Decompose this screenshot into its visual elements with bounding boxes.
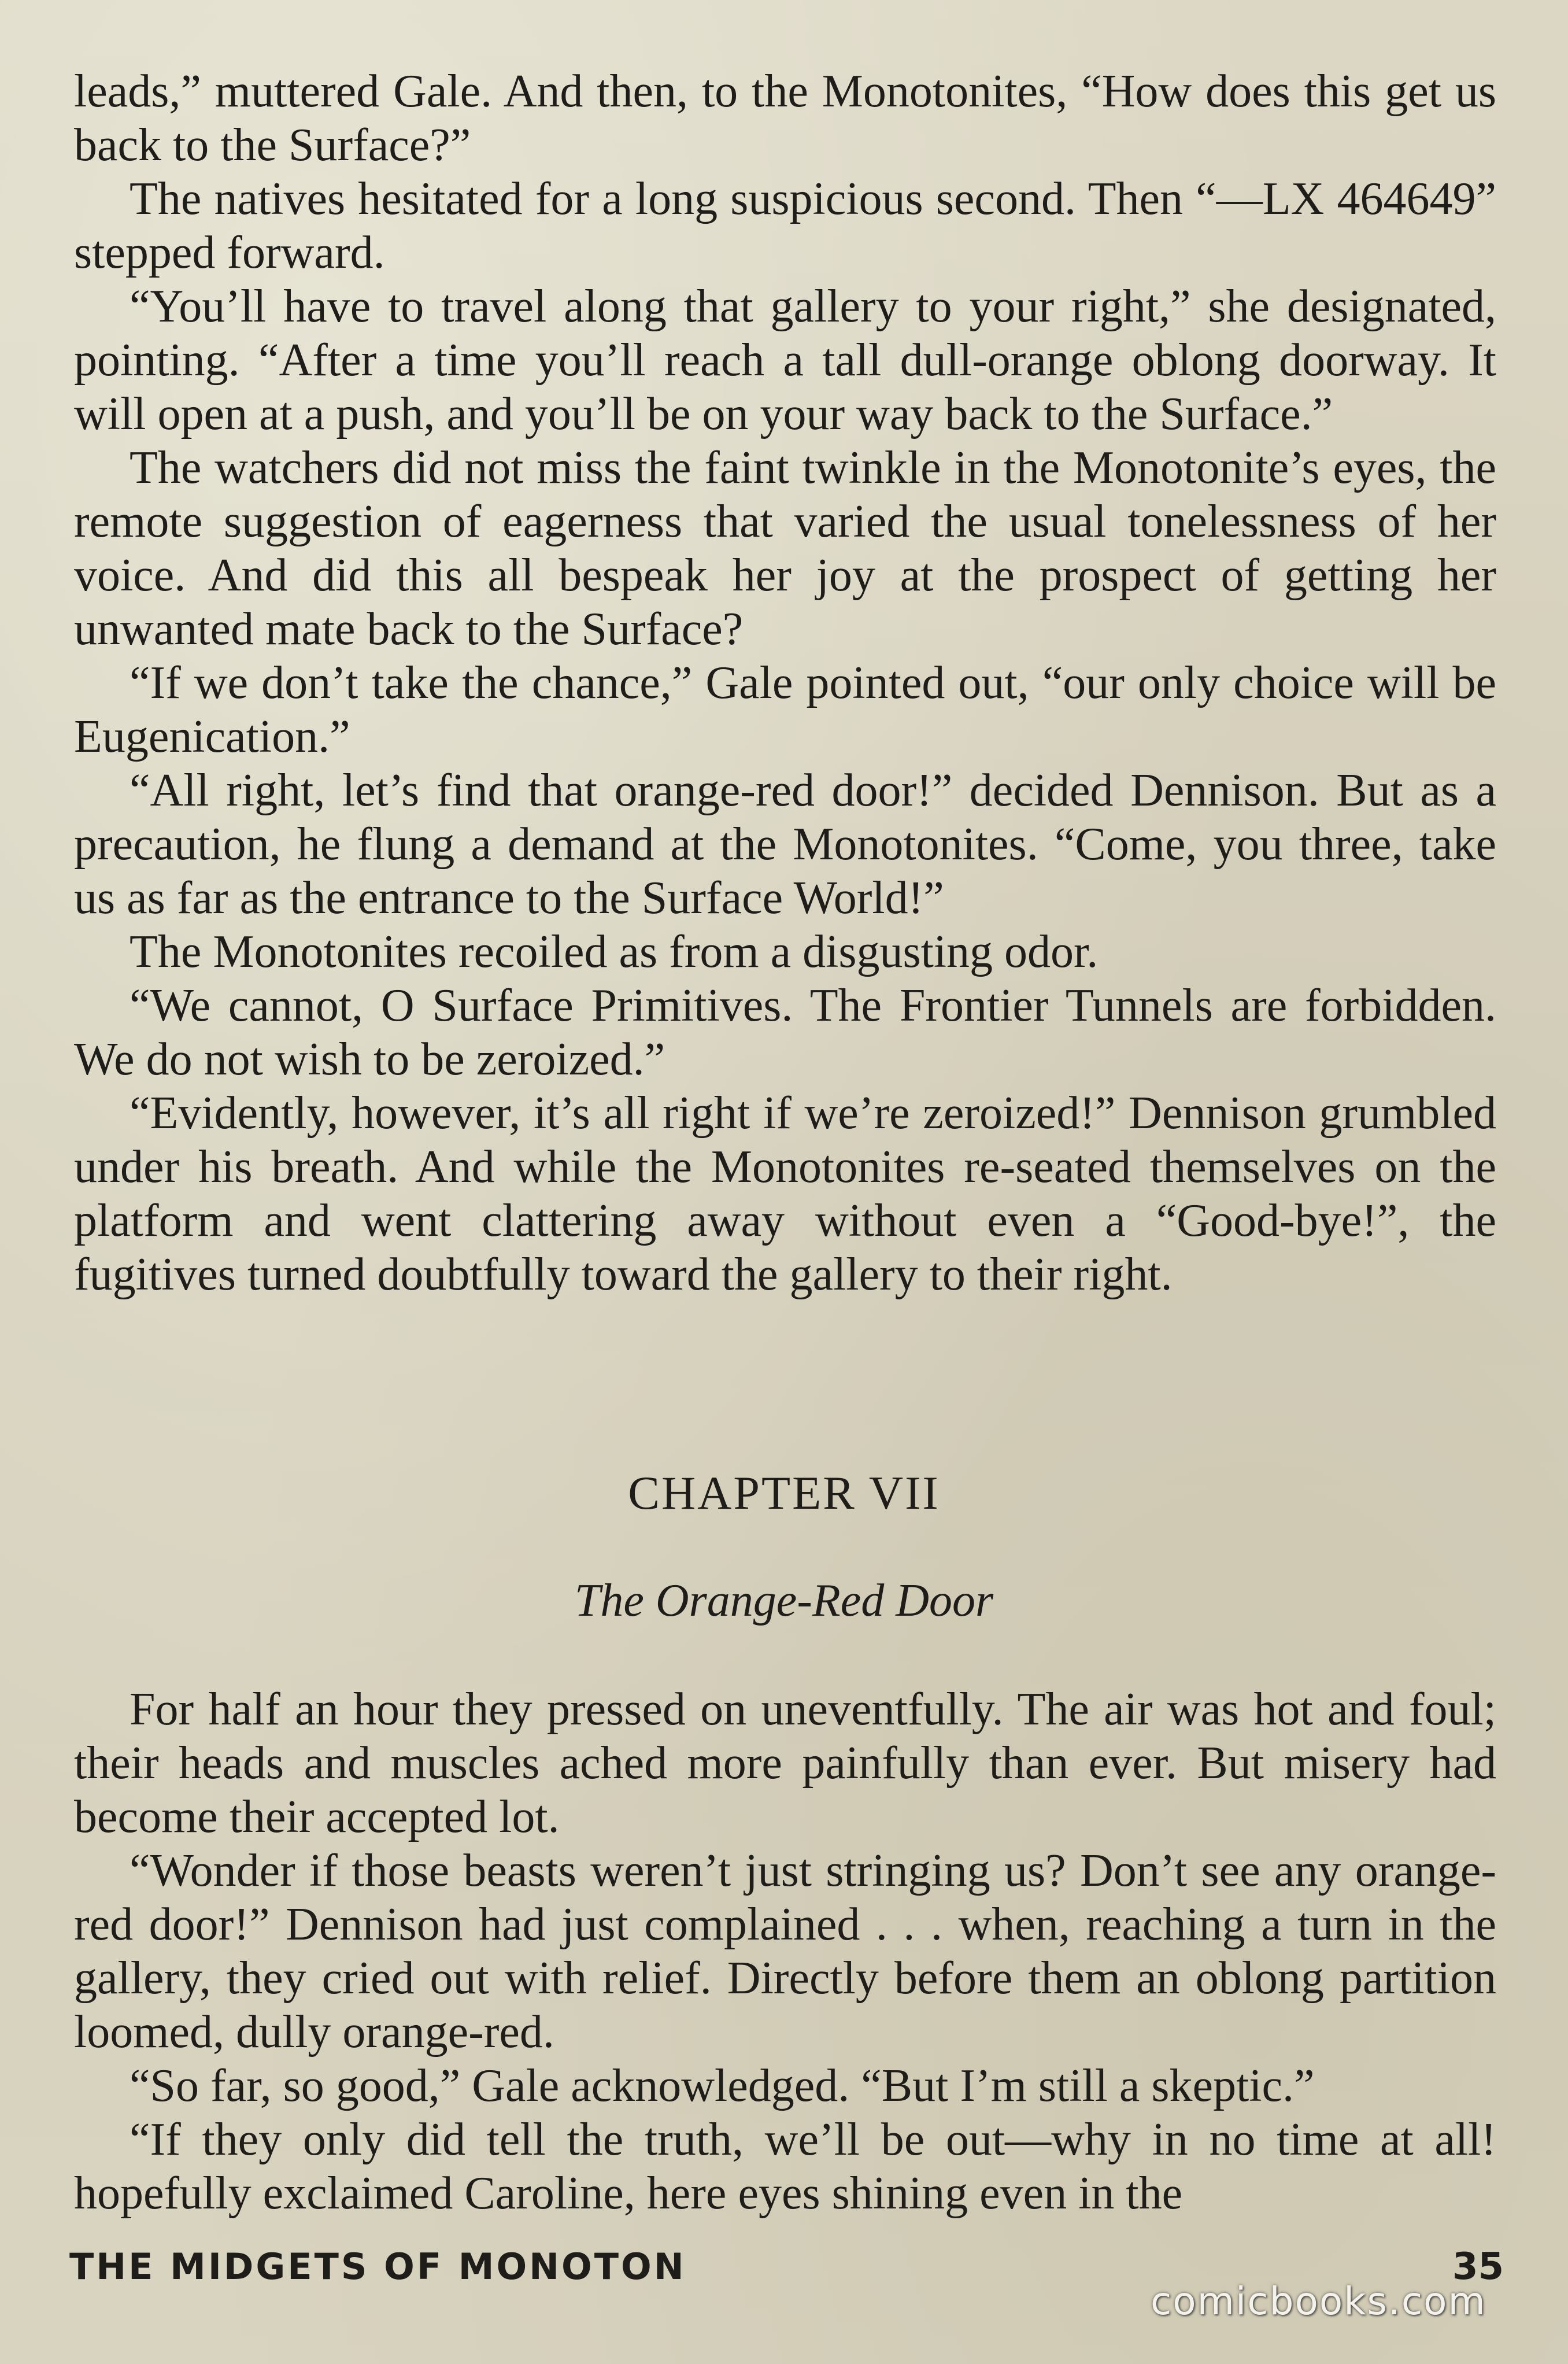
paragraph: “You’ll have to travel along that gallery to your right,” she designated, pointing. “After a time you’ll reach a tall dull-orange oblong doorway. It will open at a push, and you’ll be on your way back to the Surface.”: [74, 281, 1496, 439]
paragraph: “If we don’t take the chance,” Gale pointed out, “our only choice will be Eugenication.”: [74, 658, 1496, 762]
page-number: 35: [1452, 2245, 1504, 2288]
paragraph: “We cannot, O Surface Primitives. The Frontier Tunnels are forbidden. We do not wish to be zeroized.”: [74, 980, 1496, 1085]
chapter-title: The Orange-Red Door: [574, 1575, 994, 1626]
paragraph: “So far, so good,” Gale acknowledged. “But I’m still a skeptic.”: [130, 2060, 1315, 2111]
paragraph: “Wonder if those beasts weren’t just stringing us? Don’t see any orange-red door!” Dennison had just complained . . . when, reaching a turn in the gallery, they cried out with relief. Directly before them an oblong partition loomed, dully orange-red.: [74, 1845, 1496, 2058]
chapter-seven-text: [74, 1683, 1496, 2221]
chapter-six-ending-text: [74, 65, 1496, 1302]
watermark: comicbooks.com: [1151, 2279, 1486, 2324]
paragraph: leads,” muttered Gale. And then, to the Monotonites, “How does this get us back to the Surface?”: [74, 66, 1496, 171]
paragraph: “If they only did tell the truth, we’ll be out—why in no time at all! hopefully exclaimed Caroline, here eyes shining even in the: [74, 2114, 1496, 2219]
paragraph: For half an hour they pressed on uneventfully. The air was hot and foul; their heads and muscles ached more painfully than ever. But misery had become their accepted lot.: [74, 1684, 1496, 1842]
paragraph: “Evidently, however, it’s all right if we’re zeroized!” Dennison grumbled under his breath. And while the Monotonites re-seated themselves on the platform and went clattering away without even a “Good-bye!”, the fugitives turned doubtfully toward the gallery to their right.: [74, 1088, 1496, 1300]
running-title: THE MIDGETS OF MONOTON: [69, 2245, 686, 2288]
chapter-heading: CHAPTER VII: [628, 1467, 940, 1519]
paragraph: The natives hesitated for a long suspicious second. Then “—LX 464649” stepped forward.: [74, 173, 1496, 278]
paragraph: “All right, let’s find that orange-red door!” decided Dennison. But as a precaution, he flung a demand at the Monotonites. “Come, you three, take us as far as the entrance to the Surface World!”: [74, 765, 1496, 924]
paragraph: The Monotonites recoiled as from a disgusting odor.: [130, 926, 1099, 977]
paragraph: The watchers did not miss the faint twinkle in the Monotonite’s eyes, the remote suggestion of eagerness that varied the usual tonelessness of her voice. And did this all bespeak her joy at the prospect of getting her unwanted mate back to the Surface?: [74, 442, 1496, 655]
